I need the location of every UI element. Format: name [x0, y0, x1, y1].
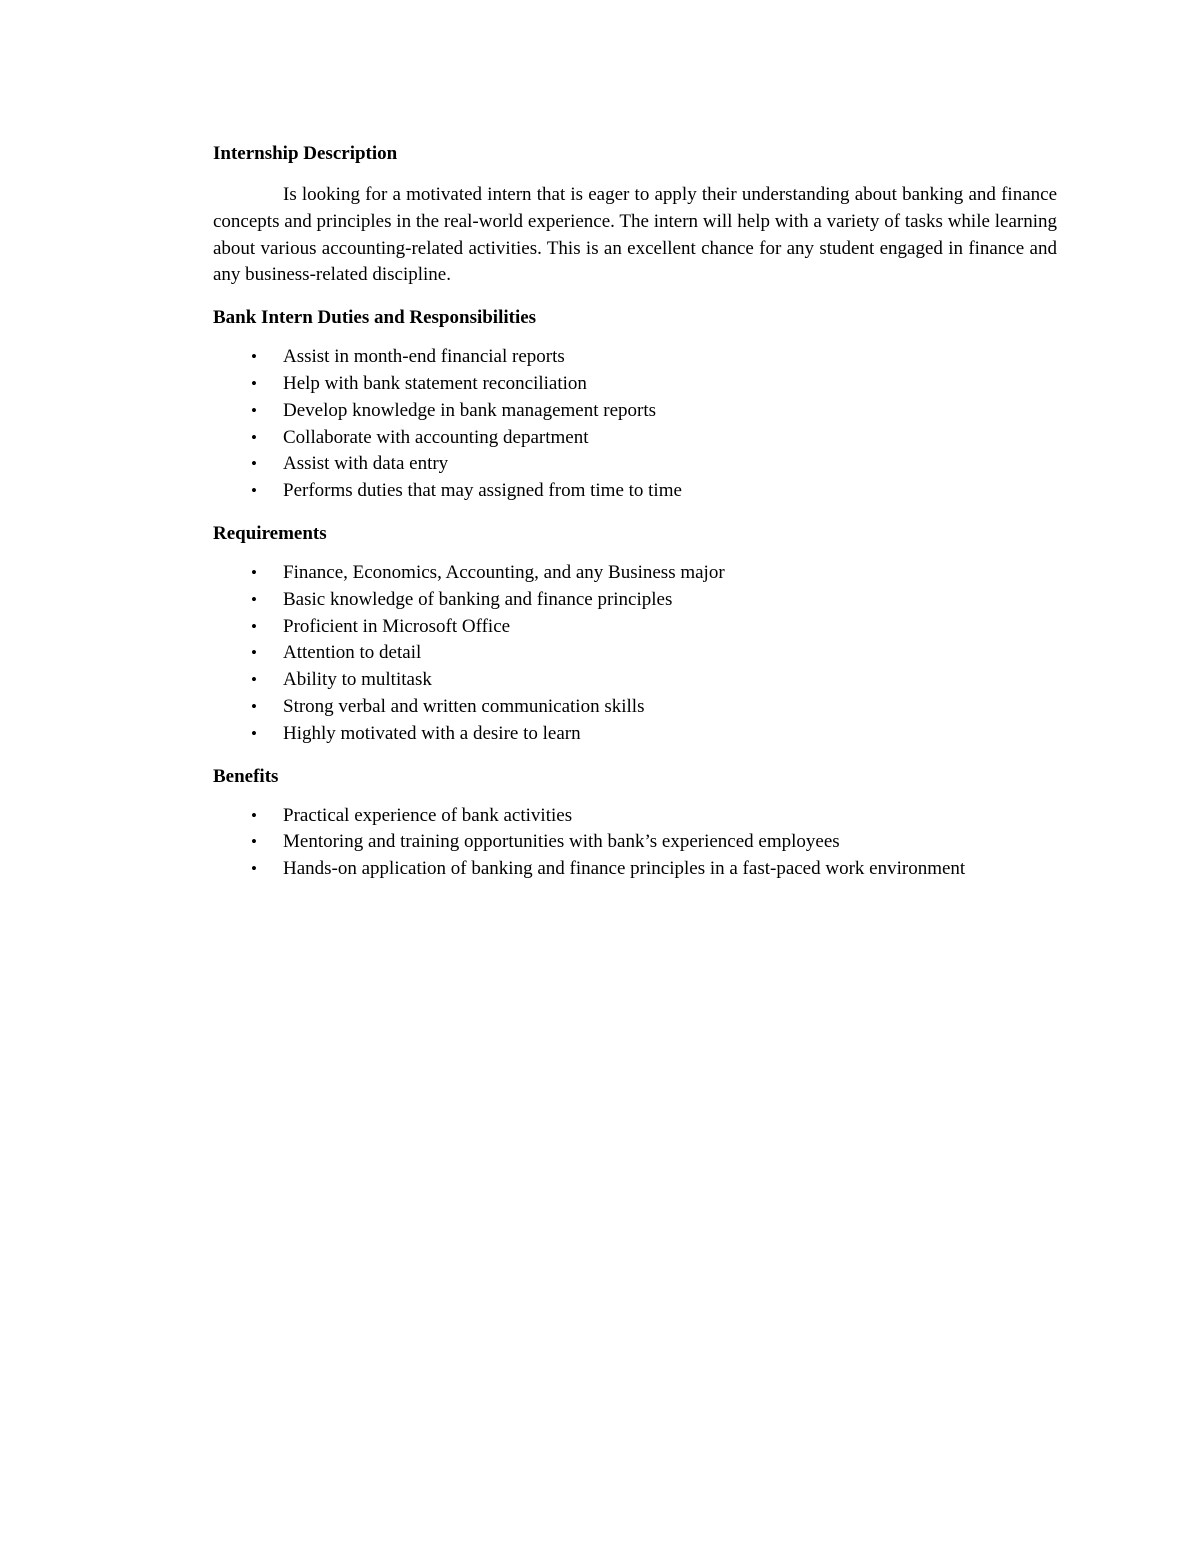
list-item-text: Strong verbal and written communication skills: [283, 695, 645, 717]
bullet-icon: •: [251, 481, 257, 501]
description-paragraph: Is looking for a motivated intern that is eager to apply their understanding about banking and finance concepts and principles in the real-world experience. The intern will help with a variety of tasks while learning about various accounting-related activities. This is an excellent chance for any student engaged in finance and any business-related discipline.: [213, 184, 1057, 286]
list-item-text: Assist with data entry: [283, 453, 449, 475]
list-item-text: Proficient in Microsoft Office: [283, 615, 511, 637]
duties-list: [213, 344, 1057, 505]
list-item: [213, 721, 1057, 748]
list-item-text: Ability to multitask: [283, 669, 432, 691]
bullet-icon: •: [251, 454, 257, 474]
list-item: [213, 451, 1057, 478]
section-heading: Requirements: [213, 522, 327, 544]
list-item: [213, 614, 1057, 641]
list-item: [213, 371, 1057, 398]
list-item-text: Develop knowledge in bank management reports: [283, 399, 657, 421]
list-item: [213, 803, 1057, 830]
list-item-text: Performs duties that may assigned from time to time: [283, 480, 682, 502]
list-item-text: Hands-on application of banking and finance principles in a fast-paced work environment: [283, 858, 966, 880]
list-item: [213, 478, 1057, 505]
document-page: [213, 140, 1057, 883]
list-item: [213, 425, 1057, 452]
section-heading: Bank Intern Duties and Responsibilities: [213, 307, 537, 329]
list-item-text: Help with bank statement reconciliation: [283, 372, 587, 394]
bullet-icon: •: [251, 696, 257, 716]
bullet-icon: •: [251, 832, 257, 852]
bullet-icon: •: [251, 723, 257, 743]
list-item-text: Assist in month-end financial reports: [283, 346, 565, 368]
list-item: [213, 587, 1057, 614]
list-item: [213, 667, 1057, 694]
bullet-icon: •: [251, 347, 257, 367]
list-item: [213, 398, 1057, 425]
list-item-text: Mentoring and training opportunities with bank’s experienced employees: [283, 831, 840, 853]
bullet-icon: •: [251, 616, 257, 636]
bullet-icon: •: [251, 643, 257, 663]
benefits-list: [213, 803, 1057, 883]
bullet-icon: •: [251, 859, 257, 879]
list-item: [213, 829, 1057, 856]
section-internship-description: [213, 140, 1057, 289]
list-item: [213, 560, 1057, 587]
section-heading: Internship Description: [213, 143, 398, 164]
list-item-text: Highly motivated with a desire to learn: [283, 722, 581, 744]
list-item-text: Practical experience of bank activities: [283, 804, 573, 826]
section-duties: [213, 304, 1057, 505]
bullet-icon: •: [251, 427, 257, 447]
section-requirements: [213, 520, 1057, 748]
list-item-text: Finance, Economics, Accounting, and any Business major: [283, 561, 725, 583]
section-heading: Benefits: [213, 765, 279, 787]
bullet-icon: •: [251, 589, 257, 609]
list-item-text: Collaborate with accounting department: [283, 426, 589, 448]
list-item: [213, 856, 1057, 883]
list-item-text: Basic knowledge of banking and finance principles: [283, 588, 673, 610]
list-item: [213, 344, 1057, 371]
bullet-icon: •: [251, 373, 257, 393]
bullet-icon: •: [251, 670, 257, 690]
requirements-list: [213, 560, 1057, 748]
bullet-icon: •: [251, 400, 257, 420]
list-item-text: Attention to detail: [283, 642, 422, 664]
bullet-icon: •: [251, 805, 257, 825]
list-item: [213, 694, 1057, 721]
section-benefits: [213, 763, 1057, 883]
list-item: [213, 640, 1057, 667]
bullet-icon: •: [251, 562, 257, 582]
